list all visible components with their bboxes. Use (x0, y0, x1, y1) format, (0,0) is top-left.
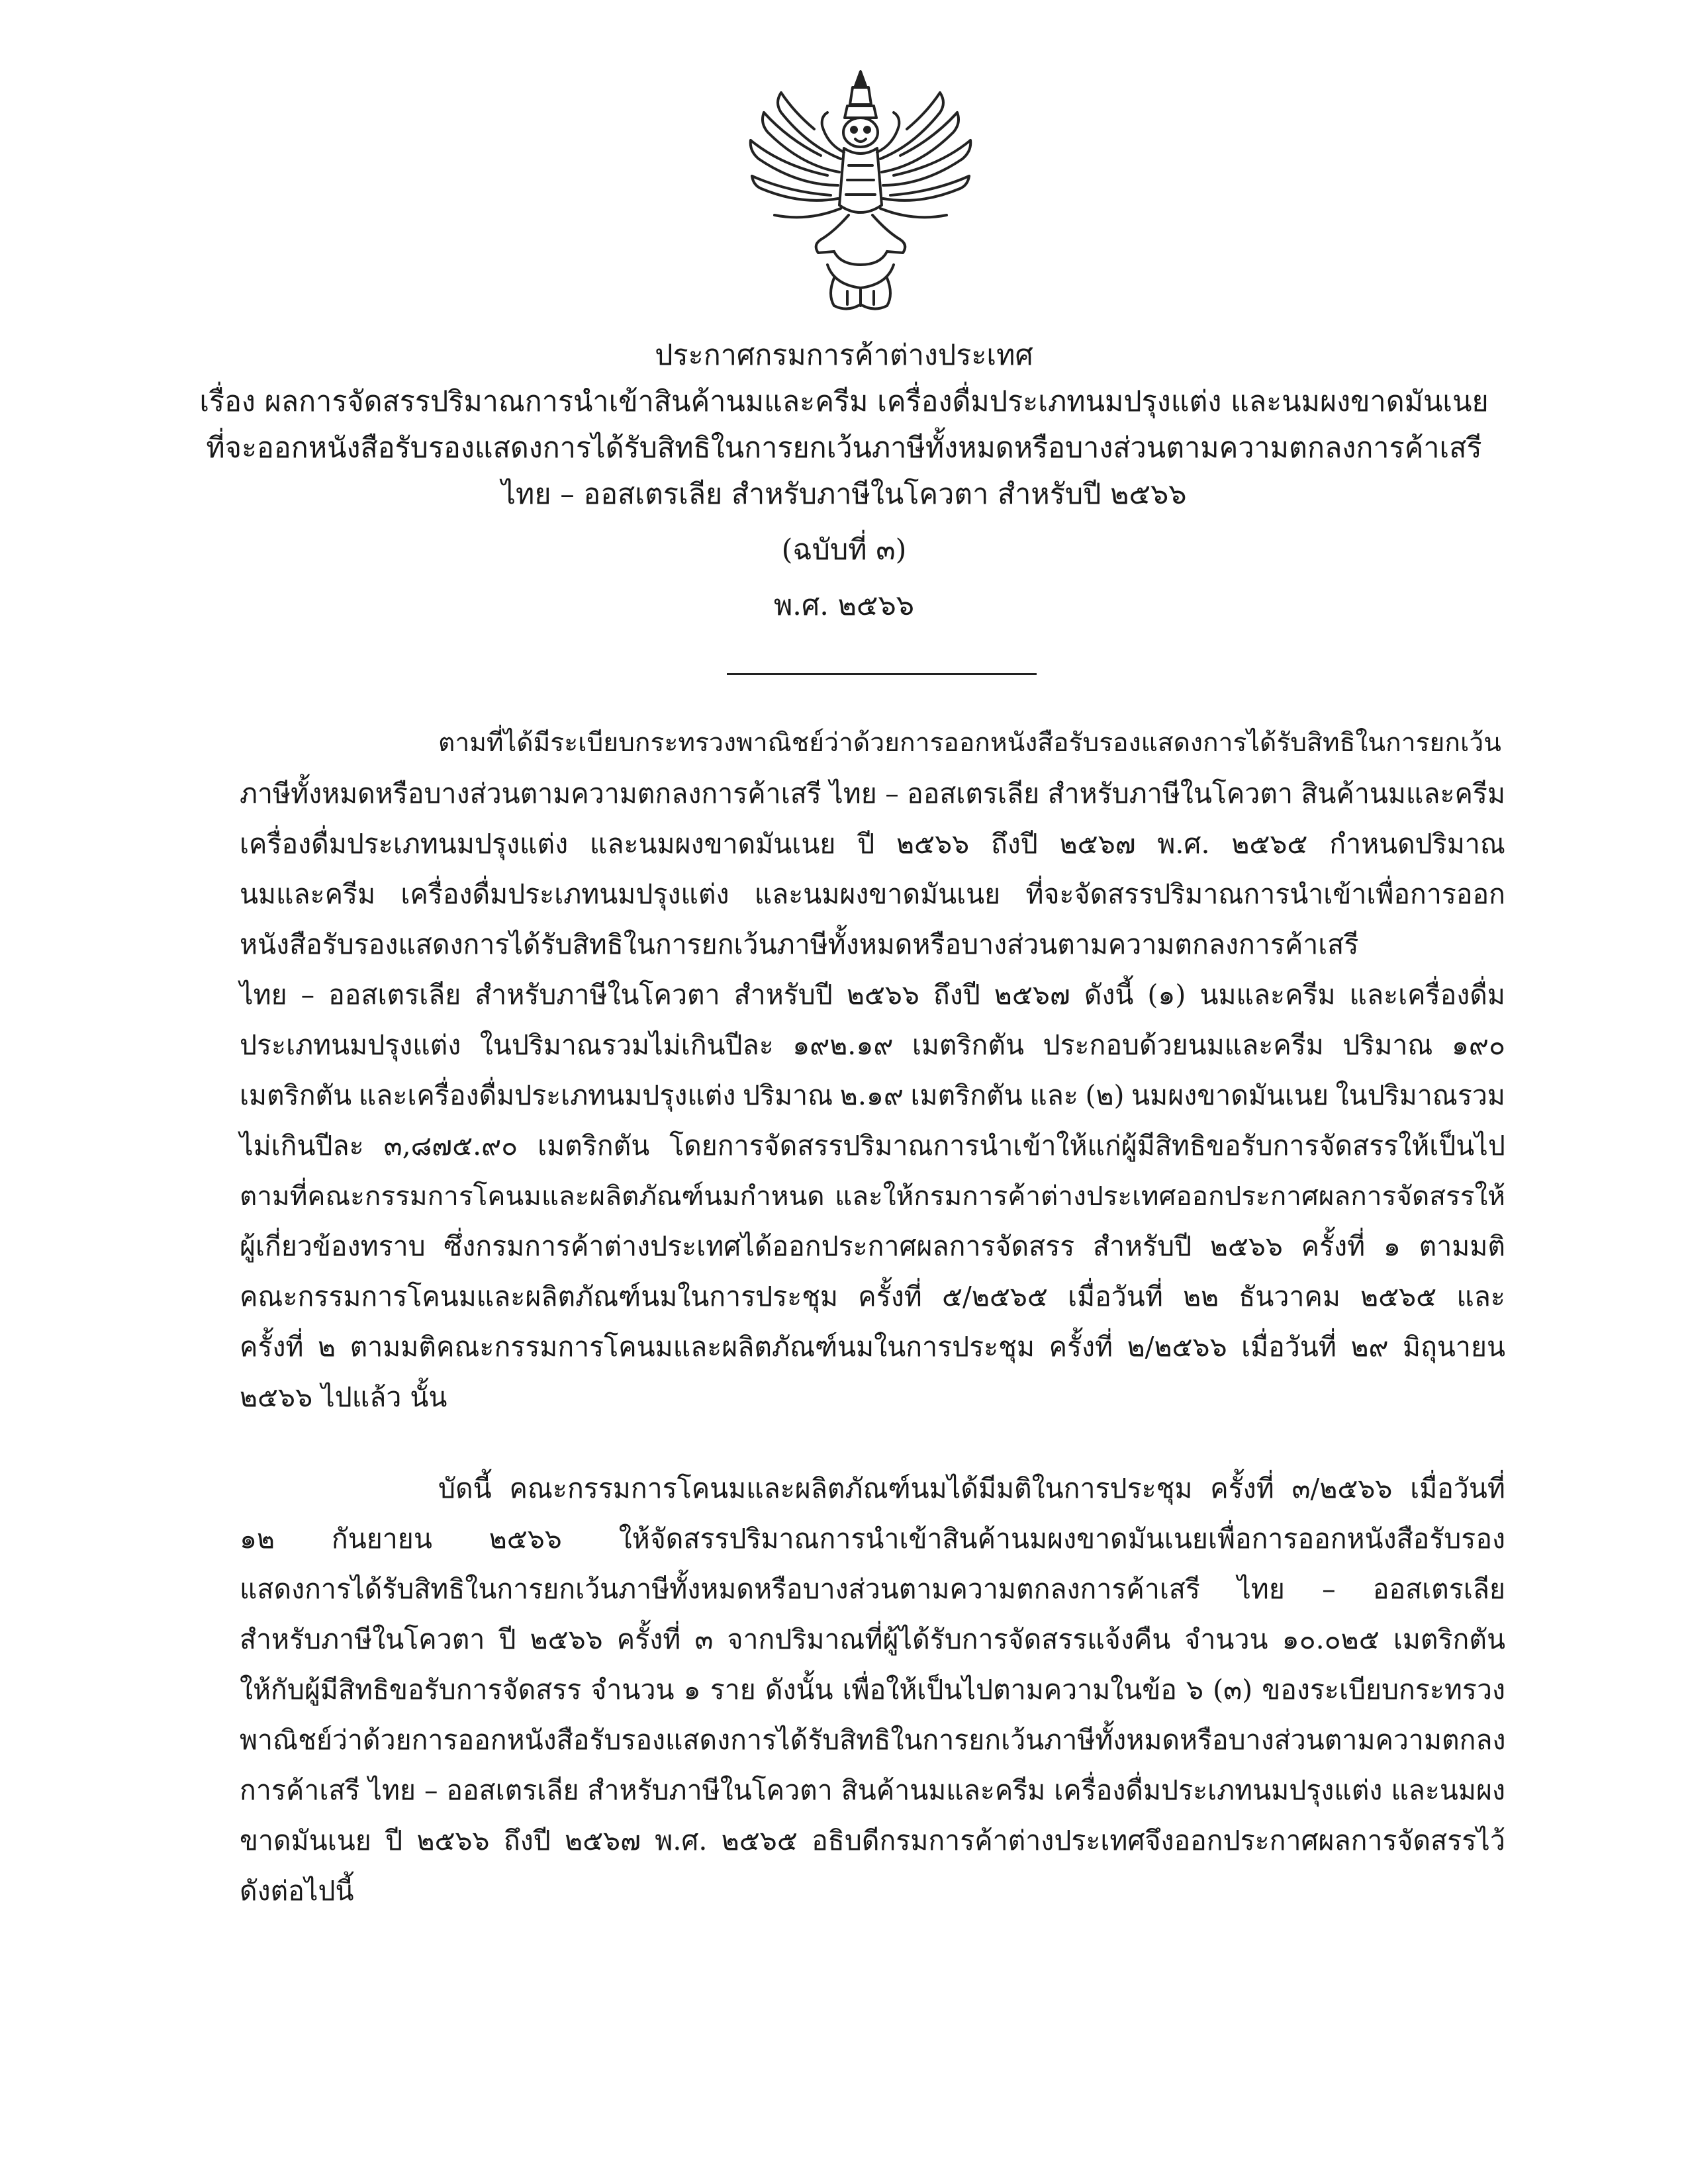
paragraph-1-line: ภาษีทั้งหมดหรือบางส่วนตามความตกลงการค้าเสรี ไทย – ออสเตรเลีย สำหรับภาษีในโควตา สินค้านมและครีม (240, 778, 1505, 809)
header-divider (727, 673, 1037, 675)
announcement-header (199, 332, 1489, 629)
subject-line-2: ที่จะออกหนังสือรับรองแสดงการได้รับสิทธิในการยกเว้นภาษีทั้งหมดหรือบางส่วนตามความตกลงการค้าเสรี (206, 432, 1482, 465)
announcement-year: พ.ศ. ๒๕๖๖ (773, 589, 915, 622)
paragraph-1-line: เครื่องดื่มประเภทนมปรุงแต่ง และนมผงขาดมันเนย ปี ๒๕๖๖ ถึงปี ๒๕๖๗ พ.ศ. ๒๕๖๕ กำหนดปริมาณ (240, 828, 1505, 860)
paragraph-1-line: คณะกรรมการโคนมและผลิตภัณฑ์นมในการประชุม ครั้งที่ ๕/๒๕๖๕ เมื่อวันที่ ๒๒ ธันวาคม ๒๕๖๕ และ (240, 1281, 1505, 1312)
paragraph-2-line: ให้กับผู้มีสิทธิขอรับการจัดสรร จำนวน ๑ ราย ดังนั้น เพื่อให้เป็นไปตามความในข้อ ๖ (๓) ของระเบียบกระทรวง (240, 1674, 1505, 1706)
paragraph-1-line: ตามที่คณะกรรมการโคนมและผลิตภัณฑ์นมกำหนด และให้กรมการค้าต่างประเทศออกประกาศผลการจัดสรรให้ (240, 1180, 1505, 1212)
issue-number: (ฉบับที่ ๓) (781, 533, 907, 567)
paragraph-1 (240, 718, 1505, 1422)
agency-title: ประกาศกรมการค้าต่างประเทศ (655, 339, 1033, 372)
paragraph-2-line: ดังต่อไปนี้ (240, 1875, 354, 1907)
paragraph-2-line: ขาดมันเนย ปี ๒๕๖๖ ถึงปี ๒๕๖๗ พ.ศ. ๒๕๖๕ อธิบดีกรมการค้าต่างประเทศจึงออกประกาศผลการจัดสรรไว้ (240, 1825, 1505, 1856)
paragraph-1-line: ประเภทนมปรุงแต่ง ในปริมาณรวมไม่เกินปีละ ๑๙๒.๑๙ เมตริกตัน ประกอบด้วยนมและครีม ปริมาณ ๑๙๐ (240, 1029, 1505, 1061)
paragraph-2 (240, 1463, 1505, 1916)
paragraph-2-line: การค้าเสรี ไทย – ออสเตรเลีย สำหรับภาษีในโควตา สินค้านมและครีม เครื่องดื่มประเภทนมปรุงแต่ง และนมผง (240, 1774, 1505, 1806)
garuda-emblem-icon (735, 66, 986, 318)
paragraph-2-line: บัดนี้ คณะกรรมการโคนมและผลิตภัณฑ์นมได้มีมติในการประชุม ครั้งที่ ๓/๒๕๖๖ เมื่อวันที่ (438, 1473, 1505, 1504)
paragraph-2-line: แสดงการได้รับสิทธิในการยกเว้นภาษีทั้งหมดหรือบางส่วนตามความตกลงการค้าเสรี ไทย – ออสเตรเลีย (240, 1573, 1505, 1605)
paragraph-1-line: ตามที่ได้มีระเบียบกระทรวงพาณิชย์ว่าด้วยการออกหนังสือรับรองแสดงการได้รับสิทธิในการยกเว้น (438, 728, 1501, 758)
paragraph-1-line: ครั้งที่ ๒ ตามมติคณะกรรมการโคนมและผลิตภัณฑ์นมในการประชุม ครั้งที่ ๒/๒๕๖๖ เมื่อวันที่ ๒๙ มิถุนายน (240, 1331, 1505, 1363)
paragraph-1-line: ๒๕๖๖ ไปแล้ว นั้น (240, 1381, 447, 1413)
paragraph-1-line: นมและครีม เครื่องดื่มประเภทนมปรุงแต่ง และนมผงขาดมันเนย ที่จะจัดสรรปริมาณการนำเข้าเพื่อการออก (240, 878, 1505, 910)
paragraph-2-line: สำหรับภาษีในโควตา ปี ๒๕๖๖ ครั้งที่ ๓ จากปริมาณที่ผู้ได้รับการจัดสรรแจ้งคืน จำนวน ๑๐.๐๒๕ เมตริกตัน (240, 1623, 1505, 1655)
subject-line-1: เรื่อง ผลการจัดสรรปริมาณการนำเข้าสินค้านมและครีม เครื่องดื่มประเภทนมปรุงแต่ง และนมผงขาดมันเนย (199, 385, 1489, 418)
paragraph-2-line: พาณิชย์ว่าด้วยการออกหนังสือรับรองแสดงการได้รับสิทธิในการยกเว้นภาษีทั้งหมดหรือบางส่วนตามความตกลง (240, 1724, 1506, 1756)
paragraph-1-line: หนังสือรับรองแสดงการได้รับสิทธิในการยกเว้นภาษีทั้งหมดหรือบางส่วนตามความตกลงการค้าเสรี (240, 929, 1359, 960)
subject-line-3: ไทย – ออสเตรเลีย สำหรับภาษีในโควตา สำหรับปี ๒๕๖๖ (501, 478, 1187, 511)
paragraph-1-line: เมตริกตัน และเครื่องดื่มประเภทนมปรุงแต่ง ปริมาณ ๒.๑๙ เมตริกตัน และ (๒) นมผงขาดมันเนย ในปริมาณรวม (240, 1079, 1505, 1111)
paragraph-2-line: ๑๒ กันยายน ๒๕๖๖ ให้จัดสรรปริมาณการนำเข้าสินค้านมผงขาดมันเนยเพื่อการออกหนังสือรับรอง (240, 1523, 1505, 1555)
paragraph-1-line: ไทย – ออสเตรเลีย สำหรับภาษีในโควตา สำหรับปี ๒๕๖๖ ถึงปี ๒๕๖๗ ดังนี้ (๑) นมและครีม และเครื่องดื่ม (240, 979, 1505, 1011)
paragraph-1-line: ผู้เกี่ยวข้องทราบ ซึ่งกรมการค้าต่างประเทศได้ออกประกาศผลการจัดสรร สำหรับปี ๒๕๖๖ ครั้งที่ ๑ ตามมติ (240, 1230, 1505, 1262)
announcement-body (240, 718, 1505, 1916)
paragraph-1-line: ไม่เกินปีละ ๓,๘๗๕.๙๐ เมตริกตัน โดยการจัดสรรปริมาณการนำเข้าให้แก่ผู้มีสิทธิขอรับการจัดสรรให้เป็นไป (240, 1130, 1505, 1161)
